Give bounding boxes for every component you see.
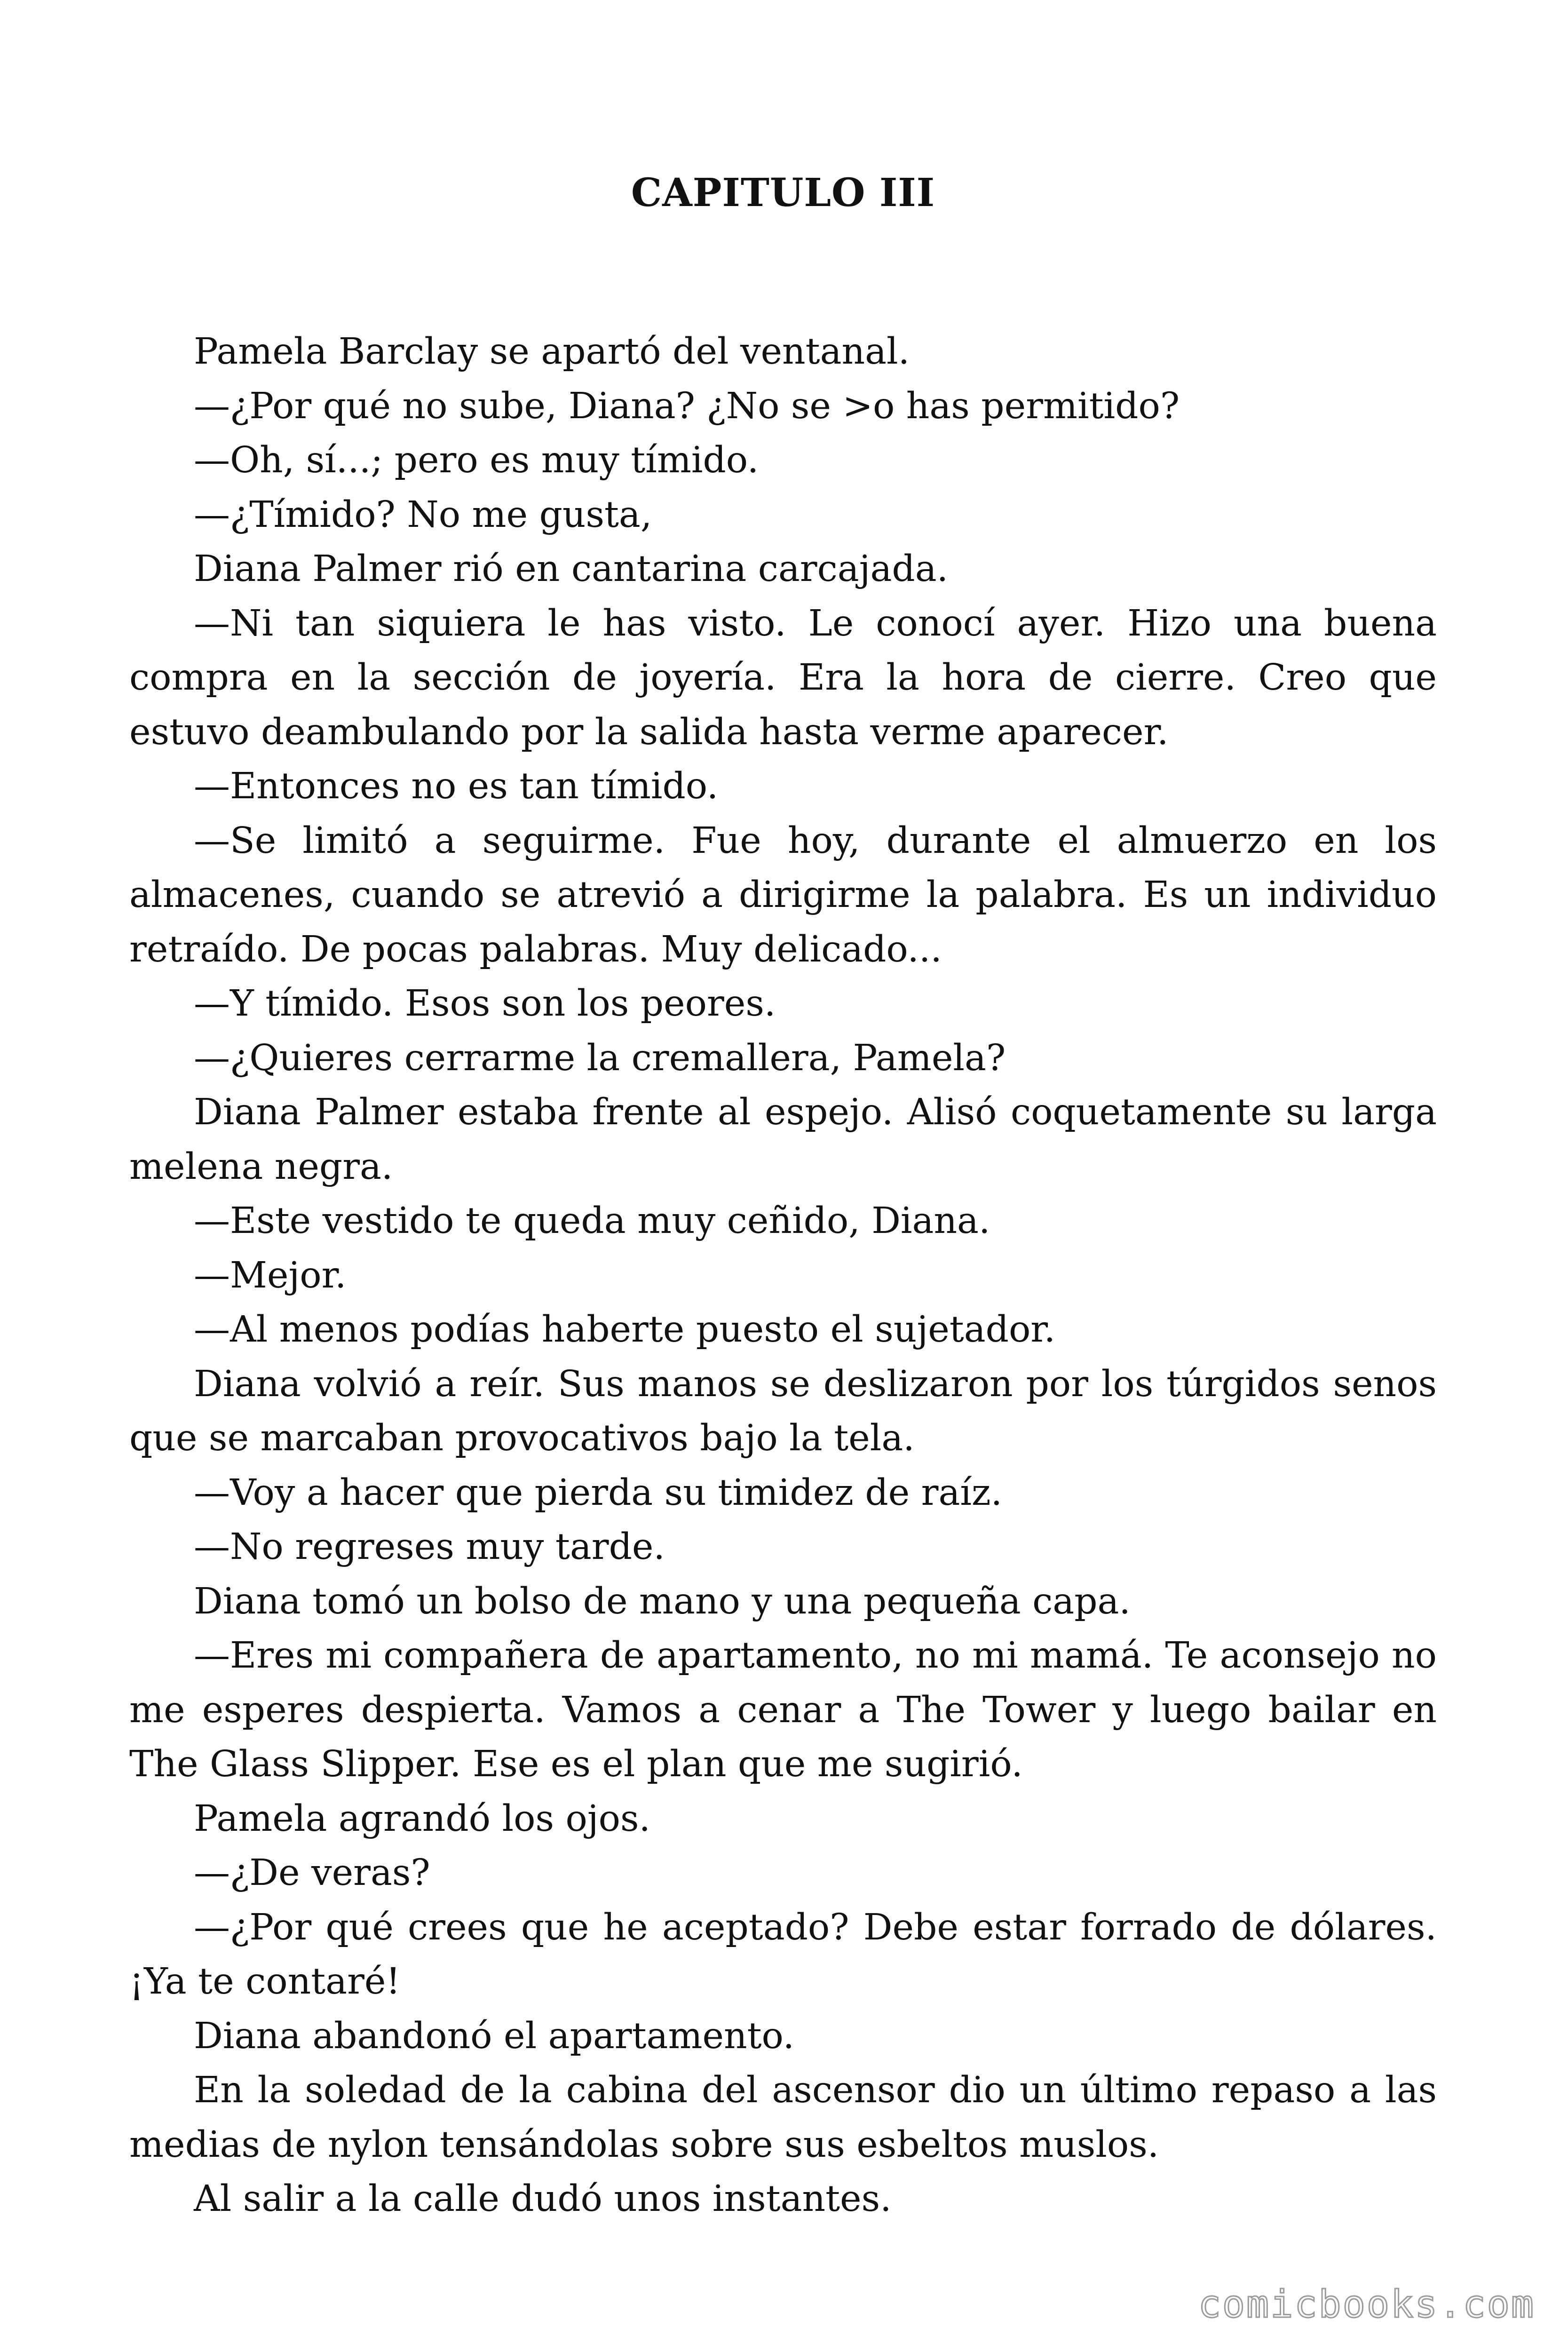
paragraph: —Este vestido te queda muy ceñido, Diana. — [194, 1200, 990, 1242]
chapter-title: CAPITULO III — [631, 170, 935, 215]
paragraph: Diana volvió a reír. Sus manos se deslizaron por los túrgidos senos que se marcaban provocativos bajo la tela. — [129, 1363, 1437, 1459]
paragraph: Diana abandonó el apartamento. — [194, 2015, 795, 2057]
paragraph: Diana Palmer estaba frente al espejo. Alisó coquetamente su larga melena negra. — [129, 1091, 1437, 1188]
paragraph: —¿De veras? — [194, 1852, 430, 1894]
paragraph: Pamela Barclay se apartó del ventanal. — [194, 331, 910, 373]
paragraph: —Oh, sí...; pero es muy tímido. — [194, 439, 759, 481]
paragraph: —Voy a hacer que pierda su timidez de raíz. — [194, 1471, 1003, 1514]
paragraph: —Eres mi compañera de apartamento, no mi mamá. Te aconsejo no me esperes despierta. Vamos a cenar a The Tower y luego bailar en The Glass Slipper. Ese es el plan que me sugirió. — [129, 1635, 1437, 1785]
paragraph: —¿Por qué no sube, Diana? ¿No se >o has permitido? — [194, 385, 1180, 427]
paragraph: Diana tomó un bolso de mano y una pequeña capa. — [194, 1580, 1131, 1622]
paragraph: —Y tímido. Esos son los peores. — [194, 983, 776, 1025]
paragraph: —¿Quieres cerrarme la cremallera, Pamela? — [194, 1037, 1006, 1079]
paragraph: Al salir a la calle dudó unos instantes. — [194, 2178, 892, 2220]
watermark-logo: comicbooks.com — [1198, 2282, 1535, 2326]
paragraph: —¿Tímido? No me gusta, — [194, 493, 652, 536]
paragraph: En la soledad de la cabina del ascensor dio un último repaso a las medias de nylon tensándolas sobre sus esbeltos muslos. — [129, 2069, 1437, 2166]
chapter-body — [129, 325, 1437, 2226]
paragraph: Diana Palmer rió en cantarina carcajada. — [194, 548, 949, 590]
paragraph: —No regreses muy tarde. — [194, 1526, 665, 1568]
paragraph: —Se limitó a seguirme. Fue hoy, durante el almuerzo en los almacenes, cuando se atrevió a dirigirme la palabra. Es un individuo retraído. De pocas palabras. Muy delicado... — [129, 819, 1437, 970]
paragraph: —Al menos podías haberte puesto el sujetador. — [194, 1309, 1056, 1351]
paragraph: —¿Por qué crees que he aceptado? Debe estar forrado de dólares. ¡Ya te contaré! — [129, 1906, 1437, 2002]
paragraph: —Entonces no es tan tímido. — [194, 765, 719, 807]
paragraph: —Mejor. — [194, 1254, 347, 1296]
book-page — [129, 169, 1437, 2226]
paragraph: —Ni tan siquiera le has visto. Le conocí ayer. Hizo una buena compra en la sección de joyería. Era la hora de cierre. Creo que estuvo deambulando por la salida hasta verme aparecer. — [129, 602, 1437, 753]
paragraph: Pamela agrandó los ojos. — [194, 1797, 651, 1840]
